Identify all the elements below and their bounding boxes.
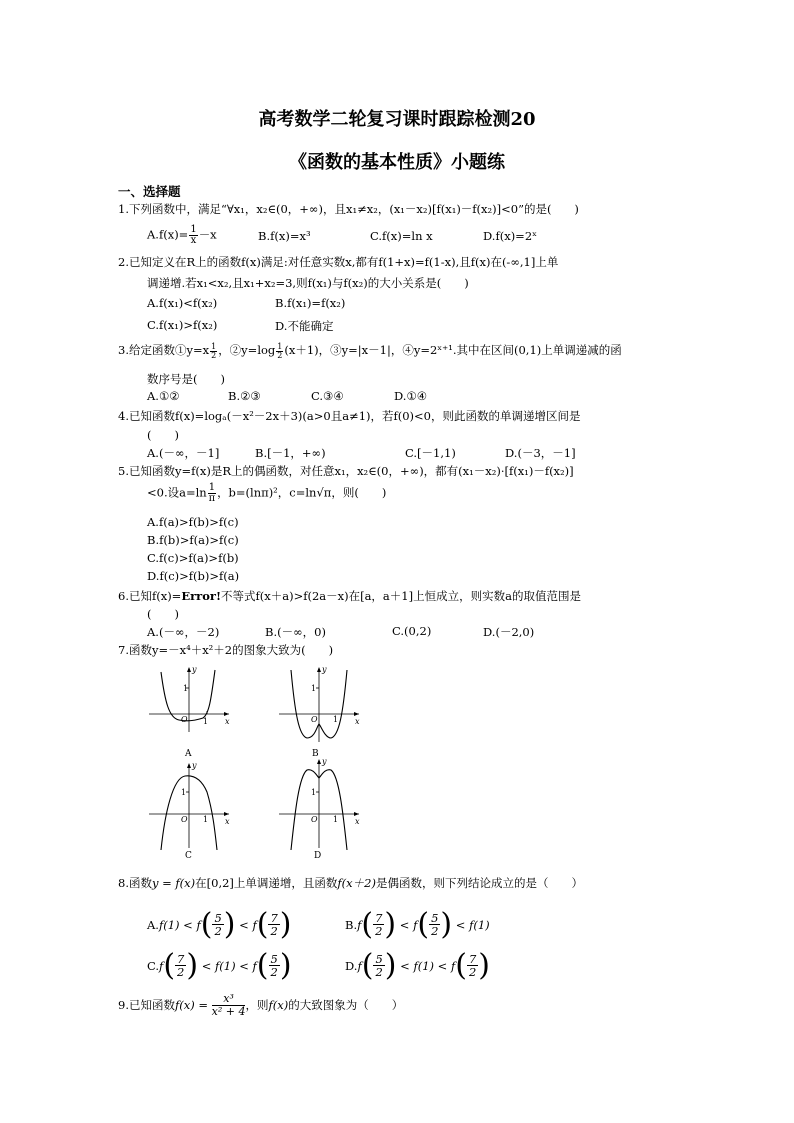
svg-text:O: O bbox=[311, 815, 318, 824]
q3-stem-line1: 3.给定函数①y=x $\frac{1}{2}$ ，②y=log $\frac{1}{2}$ (x＋1)，③y=|x－1|，④y=2ˣ⁺¹.其中在区间(0,1)上单调递减的函 bbox=[118, 341, 622, 360]
q2-stem-line1: 2.已知定义在R上的函数f(x)满足:对任意实数x,都有f(1+x)=f(1-x),且f(x)在(-∞,1]上单 bbox=[118, 255, 559, 269]
q8-option-a: A. f(1) < f ( 5 2 ) < f ( 7 2 ) bbox=[147, 907, 292, 942]
q5-option-b: B.f(b)>f(a)>f(c) bbox=[147, 533, 239, 547]
q4-option-a: A.(－∞，－1] bbox=[147, 446, 220, 460]
q8-option-b: B. f ( 7 2 ) < f ( 5 2 ) < f(1) bbox=[345, 907, 490, 942]
graph-d-label: D bbox=[314, 851, 322, 861]
svg-text:y: y bbox=[192, 761, 197, 770]
q2-option-b: B.f(x₁)=f(x₂) bbox=[275, 296, 346, 310]
graph-a-label: A bbox=[185, 749, 192, 759]
q4-option-d: D.(－3，－1] bbox=[505, 446, 576, 460]
page-title: 高考数学二轮复习课时跟踪检测20 bbox=[258, 109, 536, 130]
q2-stem-line2: 调递增.若x₁<x₂,且x₁+x₂=3,则f(x₁)与f(x₂)的大小关系是( ) bbox=[147, 276, 469, 290]
svg-text:O: O bbox=[181, 715, 188, 724]
svg-text:y: y bbox=[192, 665, 197, 674]
svg-text:1: 1 bbox=[181, 788, 187, 797]
svg-text:x: x bbox=[355, 717, 360, 726]
svg-text:x: x bbox=[225, 717, 230, 726]
graph-c-label: C bbox=[185, 851, 192, 861]
graph-c bbox=[149, 761, 230, 861]
q8-option-c: C. f ( 7 2 ) < f(1) < f ( 5 2 ) bbox=[147, 948, 292, 983]
svg-text:O: O bbox=[311, 715, 318, 724]
q9-stem: 9.已知函数 f(x) = $\frac{\text{x³}}{\text{x² + 4}}$ ，则 f(x) 的大致图象为（ ） bbox=[118, 992, 404, 1018]
q6-stem-line2: ( ) bbox=[147, 607, 179, 621]
svg-text:x: x bbox=[355, 817, 360, 826]
svg-text:1: 1 bbox=[311, 684, 317, 693]
q6-option-d: D.(－2,0) bbox=[483, 625, 535, 639]
q5-option-a: A.f(a)>f(b)>f(c) bbox=[147, 515, 239, 529]
q2-option-a: A.f(x₁)<f(x₂) bbox=[147, 296, 218, 310]
q1-option-a: A.f(x)= $\frac{1}{x}$ －x bbox=[147, 224, 217, 246]
q7-stem: 7.函数y=－x⁴＋x²＋2的图象大致为( ) bbox=[118, 643, 334, 657]
q8-option-d: D. f ( 5 2 ) < f(1) < f ( 7 2 ) bbox=[345, 948, 490, 983]
q5-option-d: D.f(c)>f(b)>f(a) bbox=[147, 569, 240, 583]
q2-option-d: D.不能确定 bbox=[275, 319, 334, 333]
q3-option-d: D.①④ bbox=[394, 389, 428, 403]
q4-option-c: C.[－1,1) bbox=[405, 446, 456, 460]
q4-stem-line1: 4.已知函数f(x)=logₐ(－x²－2x＋3)(a>0且a≠1)，若f(0)<0，则此函数的单调递增区间是 bbox=[118, 409, 581, 423]
svg-text:y: y bbox=[322, 665, 327, 674]
q6-stem-line1: 6.已知f(x)=Error!不等式f(x＋a)>f(2a－x)在[a，a＋1]上恒成立，则实数a的取值范围是 bbox=[118, 589, 581, 603]
q3-stem-line2: 数序号是( ) bbox=[147, 372, 225, 386]
graph-a bbox=[149, 665, 230, 759]
q1-option-b: B.f(x)=x³ bbox=[258, 229, 311, 243]
svg-text:1: 1 bbox=[203, 717, 209, 726]
q6-option-a: A.(－∞，－2) bbox=[147, 625, 220, 639]
q4-stem-line2: ( ) bbox=[147, 428, 179, 442]
q6-option-b: B.(－∞，0) bbox=[265, 625, 326, 639]
svg-text:1: 1 bbox=[183, 684, 189, 693]
svg-text:1: 1 bbox=[203, 815, 209, 824]
q7-graphs bbox=[145, 662, 405, 862]
page-subtitle: 《函数的基本性质》小题练 bbox=[289, 152, 505, 173]
graph-b-label: B bbox=[312, 749, 319, 759]
svg-text:1: 1 bbox=[333, 815, 339, 824]
graph-b bbox=[279, 665, 360, 759]
svg-text:1: 1 bbox=[311, 788, 317, 797]
graph-d bbox=[279, 757, 360, 861]
q5-stem-line2: <0.设a=ln $\frac{1}{\pi}$ ，b=(lnπ)²，c=ln√π，则( ) bbox=[147, 482, 387, 504]
q3-option-a: A.①② bbox=[147, 389, 180, 403]
q1-option-d: D.f(x)=2ˣ bbox=[483, 229, 538, 243]
q3-option-c: C.③④ bbox=[311, 389, 344, 403]
q1-stem: 1.下列函数中，满足“∀x₁，x₂∈(0，+∞)，且x₁≠x₂，(x₁－x₂)[f(x₁)－f(x₂)]<0”的是( ) bbox=[118, 202, 579, 216]
svg-text:x: x bbox=[225, 817, 230, 826]
svg-text:y: y bbox=[322, 757, 327, 766]
svg-text:O: O bbox=[181, 815, 188, 824]
q8-stem: 8.函数y = f(x)在[0,2]上单调递增，且函数f(x＋2)是偶函数，则下列结论成立的是（ ） bbox=[118, 876, 583, 890]
q6-option-c: C.(0,2) bbox=[392, 624, 432, 638]
q5-stem-line1: 5.已知函数y=f(x)是R上的偶函数，对任意x₁，x₂∈(0，+∞)，都有(x₁－x₂)·[f(x₁)－f(x₂)] bbox=[118, 464, 574, 478]
q3-option-b: B.②③ bbox=[228, 389, 261, 403]
q2-option-c: C.f(x₁)>f(x₂) bbox=[147, 318, 218, 332]
section-heading: 一、选择题 bbox=[118, 184, 181, 199]
q5-option-c: C.f(c)>f(a)>f(b) bbox=[147, 551, 239, 565]
svg-text:1: 1 bbox=[333, 715, 339, 724]
q4-option-b: B.[－1，+∞) bbox=[255, 446, 326, 460]
q1-option-c: C.f(x)=ln x bbox=[370, 229, 433, 243]
